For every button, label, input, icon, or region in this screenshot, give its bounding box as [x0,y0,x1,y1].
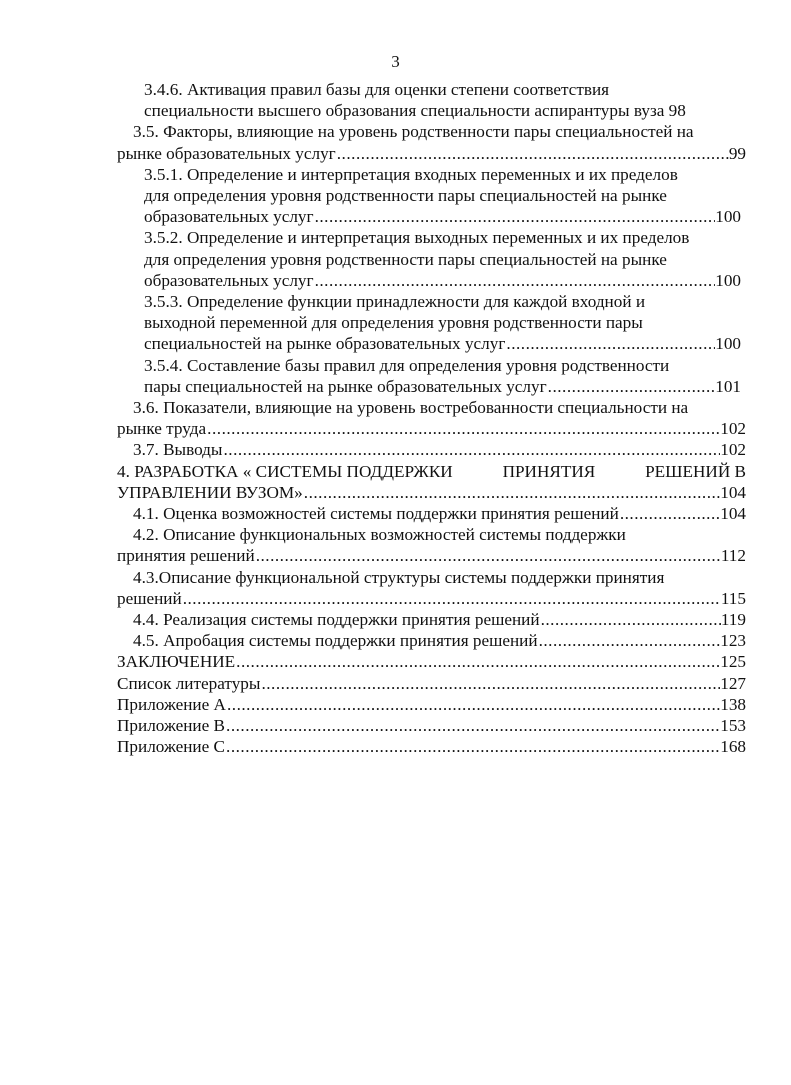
toc-leader-line [0,609,746,630]
toc-page-number: 153 [720,716,746,736]
toc-entry-text-cont: УПРАВЛЕНИИ ВУЗОМ» [117,482,303,502]
toc-leader-line [0,736,746,757]
toc-leader-line [0,206,741,227]
toc-entry-4-2[interactable] [0,524,791,566]
toc-entry-text: 3.4.6. Активация правил базы для оценки степени соответствия [144,80,610,99]
toc-heading-word: РЕШЕНИЙ В [645,461,746,481]
dot-leader [260,673,720,694]
toc-entry-text-cont: специальности высшего образования специальности аспирантуры вуза 98 [144,101,686,121]
dot-leader [314,206,716,227]
toc-entry-text-cont: выходной переменной для определения уровня родственности пары [144,313,643,333]
toc-entry-text: Список литературы [117,673,261,693]
toc-leader-line [0,376,741,397]
toc-entry-text: 3.5.2. Определение и интерпретация выходных переменных и их пределов [144,228,690,248]
toc-entry-text-cont: для определения уровня родственности пары специальностей на рынке [144,249,667,269]
toc-leader-line [0,630,746,651]
toc-entry-3-6[interactable] [0,397,791,439]
toc-entry-3-7[interactable] [0,439,791,460]
dot-leader [225,736,720,757]
toc-page-number: 127 [720,673,746,693]
toc-leader-line [0,588,746,609]
toc-leader-line [0,715,746,736]
toc-page-number: 119 [720,610,746,630]
dot-leader [182,588,721,609]
toc-entry-4-5[interactable] [0,630,791,651]
dot-leader [225,715,720,736]
toc-entry-text-cont: принятия решений [117,546,255,566]
toc-entry-text-cont: рынке труда [117,419,207,439]
dot-leader [538,630,721,651]
toc-page-number: 102 [720,440,746,460]
toc-page-number: 115 [720,588,746,608]
toc-entry-3-4-6[interactable] [0,79,791,121]
toc-entry-text: ЗАКЛЮЧЕНИЕ [117,652,236,672]
toc-entry-heading-line [117,461,746,482]
page-number: 3 [391,52,400,71]
toc-page-number: 101 [715,376,741,396]
dot-leader [206,418,720,439]
toc-leader-line [0,673,746,694]
toc-entry-4[interactable] [0,461,791,503]
toc-entry-text: 3.7. Выводы [133,440,223,460]
toc-page-number: 123 [720,631,746,651]
toc-leader-line [0,482,746,503]
toc-heading-word: ПРИНЯТИЯ [502,461,596,481]
toc-entry-text-cont: для определения уровня родственности пары специальностей на рынке [144,186,667,206]
dot-leader [540,609,721,630]
toc-leader-line [0,418,746,439]
toc-heading-word: 4. РАЗРАБОТКА « СИСТЕМЫ ПОДДЕРЖКИ [117,461,453,481]
toc-entry-text-cont: специальностей на рынке образовательных услуг [144,334,506,354]
toc-leader-line [0,651,746,672]
toc-entry-4-3[interactable] [0,567,791,609]
toc-page-number: 125 [720,652,746,672]
dot-leader [336,143,729,164]
toc-entry-text: 4.3.Описание функциональной структуры системы поддержки принятия [133,567,665,587]
toc-entry-4-1[interactable] [0,503,791,524]
toc-leader-line [0,545,746,566]
dot-leader [547,376,716,397]
toc-entry-text-cont: решений [117,588,182,608]
toc-entry-4-4[interactable] [0,609,791,630]
toc-entry-references[interactable] [0,673,791,694]
toc-entry-appendix-a[interactable] [0,694,791,715]
dot-leader [255,545,721,566]
toc-entry-text: Приложение В [117,716,226,736]
toc-page-number: 112 [720,546,746,566]
toc-entry-3-5-4[interactable] [0,355,791,397]
dot-leader [222,439,720,460]
toc-entry-appendix-b[interactable] [0,715,791,736]
toc-entry-text: 3.5.4. Составление базы правил для определения уровня родственности [144,355,670,375]
toc-entry-text: 4.5. Апробация системы поддержки принятия решений [133,631,538,651]
toc-page-number: 100 [715,334,741,354]
toc-entry-3-5-3[interactable] [0,291,791,355]
toc-entry-3-5-2[interactable] [0,227,791,291]
toc-entry-text: Приложение С [117,737,226,757]
dot-leader [226,694,720,715]
toc-entry-text-cont: пары специальностей на рынке образовательных услуг [144,376,547,396]
toc-leader-line [0,333,741,354]
toc-entry-text: 3.5. Факторы, влияющие на уровень родственности пары специальностей на [133,122,694,142]
dot-leader [619,503,720,524]
toc-entry-3-5[interactable] [0,121,791,163]
dot-leader [505,333,715,354]
toc-page-number: 168 [720,737,746,757]
toc-leader-line [0,503,746,524]
toc-entry-conclusion[interactable] [0,651,791,672]
toc-entry-text-cont: образовательных услуг [144,270,314,290]
toc-entry-text-cont: рынке образовательных услуг [117,143,336,163]
dot-leader [314,270,716,291]
toc-page-number: 102 [720,419,746,439]
toc-entry-text: 3.6. Показатели, влияющие на уровень востребованности специальности на [133,398,689,418]
toc-entry-text: 4.4. Реализация системы поддержки принятия решений [133,610,540,630]
dot-leader [303,482,720,503]
toc-entry-text: 3.5.1. Определение и интерпретация входных переменных и их пределов [144,164,678,184]
toc-entry-3-5-1[interactable] [0,164,791,228]
toc-leader-line [0,143,746,164]
toc-entry-text: Приложение А [117,694,226,714]
toc-entry-text: 4.1. Оценка возможностей системы поддержки принятия решений [133,504,619,524]
toc-entry-text: 4.2. Описание функциональных возможностей системы поддержки [133,525,626,545]
toc-leader-line [0,270,741,291]
toc-page-number: 100 [715,270,741,290]
toc-leader-line [0,439,746,460]
toc-entry-text: 3.5.3. Определение функции принадлежности для каждой входной и [144,292,646,312]
toc-page-number: 100 [715,207,741,227]
toc-page-number: 104 [720,482,746,502]
toc-entry-text-cont: образовательных услуг [144,207,314,227]
toc-page-number: 138 [720,694,746,714]
toc-entry-appendix-c[interactable] [0,736,791,757]
dot-leader [235,651,720,672]
toc-page-number: 104 [720,504,746,524]
toc-leader-line [0,694,746,715]
toc-page-number: 99 [728,143,746,163]
table-of-contents [0,79,791,758]
